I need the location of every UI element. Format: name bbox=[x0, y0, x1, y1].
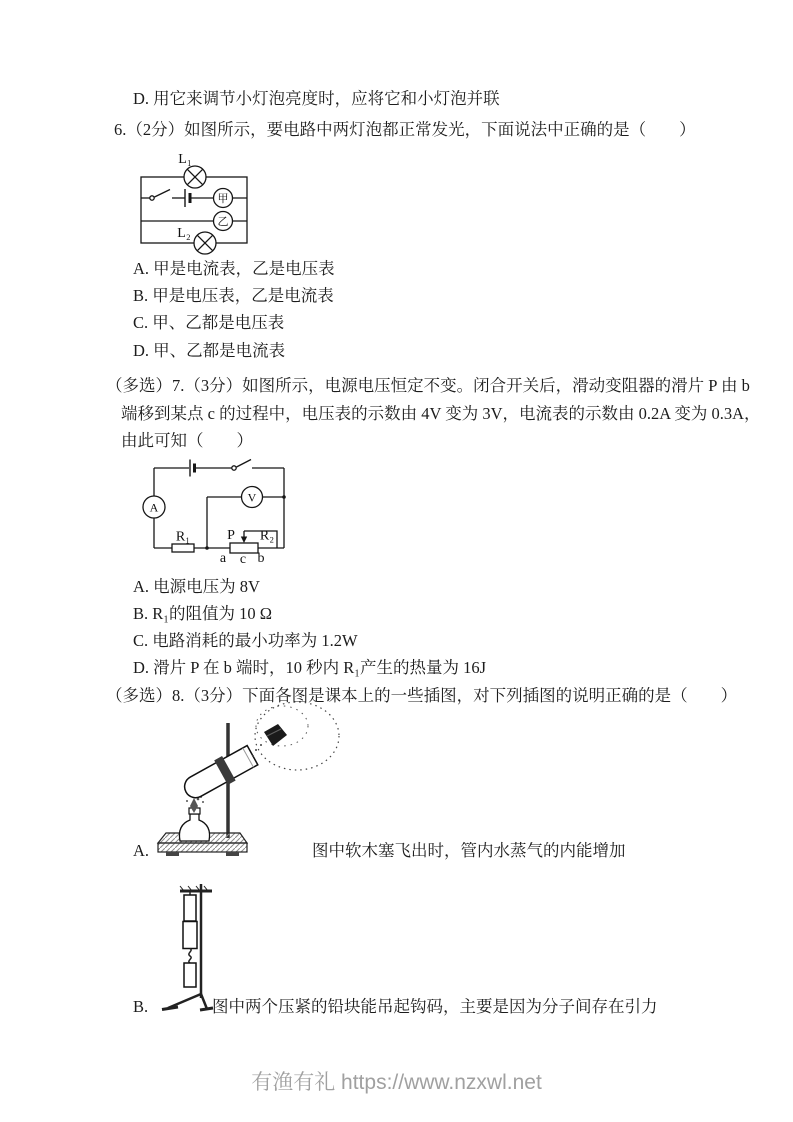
q8-option-a-text: 图中软木塞飞出时，管内水蒸气的内能增加 bbox=[312, 841, 626, 860]
voltmeter-icon bbox=[242, 487, 263, 508]
switch-icon bbox=[150, 190, 170, 201]
q7-stem-line3-text: 由此可知（ ） bbox=[121, 431, 253, 450]
switch-icon bbox=[232, 460, 251, 471]
q7-option-b-text: B. R₁的阻值为 10 Ω bbox=[133, 604, 273, 623]
meter-jia-label: 甲 bbox=[217, 193, 229, 205]
q7-option-c-text: C. 电路消耗的最小功率为 1.2W bbox=[133, 631, 358, 650]
q6-option-c-text: C. 甲、乙都是电压表 bbox=[133, 313, 285, 332]
voltmeter-label: V bbox=[247, 490, 257, 505]
q7-option-a-text: A. 电源电压为 8V bbox=[133, 577, 260, 596]
q6-option-d-text: D. 甲、乙都是电流表 bbox=[133, 341, 286, 360]
meter-yi-label: 乙 bbox=[217, 216, 229, 228]
ammeter-icon bbox=[143, 496, 165, 518]
prev-option-d-text: D. 用它来调节小灯泡亮度时，应将它和小灯泡并联 bbox=[133, 89, 500, 108]
q6-circuit-figure bbox=[128, 143, 263, 257]
q8-stem-text: （多选）8.（3分）下面各图是课本上的一些插图，对下列插图的说明正确的是（ ） bbox=[106, 686, 738, 705]
q7-stem-line2-text: 端移到某点 c 的过程中，电压表的示数由 4V 变为 3V，电流表的示数由 0.2A 变为 0.3A， bbox=[121, 404, 761, 423]
stand-base-icon bbox=[162, 994, 213, 1010]
lead-block-2-icon bbox=[183, 922, 197, 949]
q7-option-d-text: D. 滑片 P 在 b 端时，10 秒内 R₁产生的热量为 16J bbox=[133, 658, 487, 677]
junction-dot bbox=[282, 495, 286, 499]
lamp-l1-label: L₁ bbox=[178, 152, 192, 167]
junction-dot bbox=[205, 546, 209, 550]
q7-circuit-figure bbox=[140, 455, 300, 571]
battery-icon bbox=[185, 189, 190, 207]
meter-jia-icon bbox=[214, 189, 233, 208]
q6-option-a-text: A. 甲是电流表，乙是电压表 bbox=[133, 259, 335, 278]
slider-arrow-icon bbox=[241, 537, 247, 544]
lead-block-1-icon bbox=[184, 895, 196, 921]
resistor-r1-icon bbox=[172, 544, 194, 552]
ammeter-label: A bbox=[149, 500, 159, 515]
q7-stem-line1-text: （多选）7.（3分）如图所示，电源电压恒定不变。闭合开关后，滑动变阻器的滑片 P 由 b bbox=[106, 376, 750, 395]
q6-stem-text: 6.（2分）如图所示，要电路中两灯泡都正常发光，下面说法中正确的是（ ） bbox=[114, 120, 696, 139]
cork-cloud-icon bbox=[252, 702, 339, 770]
q8-option-b-text: 图中两个压紧的铅块能吊起钩码，主要是因为分子间存在引力 bbox=[212, 997, 658, 1016]
q6-option-b-text: B. 甲是电压表，乙是电流表 bbox=[133, 286, 334, 305]
test-tube-icon bbox=[179, 743, 259, 804]
top-clamp-icon bbox=[180, 886, 212, 891]
cork-icon bbox=[264, 724, 287, 746]
meter-yi-icon bbox=[214, 212, 233, 231]
lamp-l2-icon bbox=[194, 232, 216, 254]
hook-icon bbox=[189, 949, 191, 964]
r2-label: R₂ bbox=[259, 528, 275, 544]
q8-option-a-label: A. bbox=[133, 841, 150, 860]
terminal-b-label: b bbox=[257, 551, 265, 566]
terminal-c-label: c bbox=[239, 552, 247, 567]
r1-label: R₁ bbox=[175, 529, 191, 545]
page-footer-text: 有渔有礼 https://www.nzxwl.net bbox=[251, 1071, 542, 1094]
slider-p-label: P bbox=[227, 528, 235, 543]
lamp-l1-icon bbox=[184, 166, 206, 188]
battery-icon bbox=[190, 460, 195, 477]
weight-icon bbox=[184, 963, 196, 987]
terminal-a-label: a bbox=[219, 551, 227, 566]
lamp-l2-label: L₂ bbox=[177, 226, 191, 241]
alcohol-lamp-icon bbox=[179, 798, 209, 841]
q8-option-b-label: B. bbox=[133, 997, 149, 1016]
